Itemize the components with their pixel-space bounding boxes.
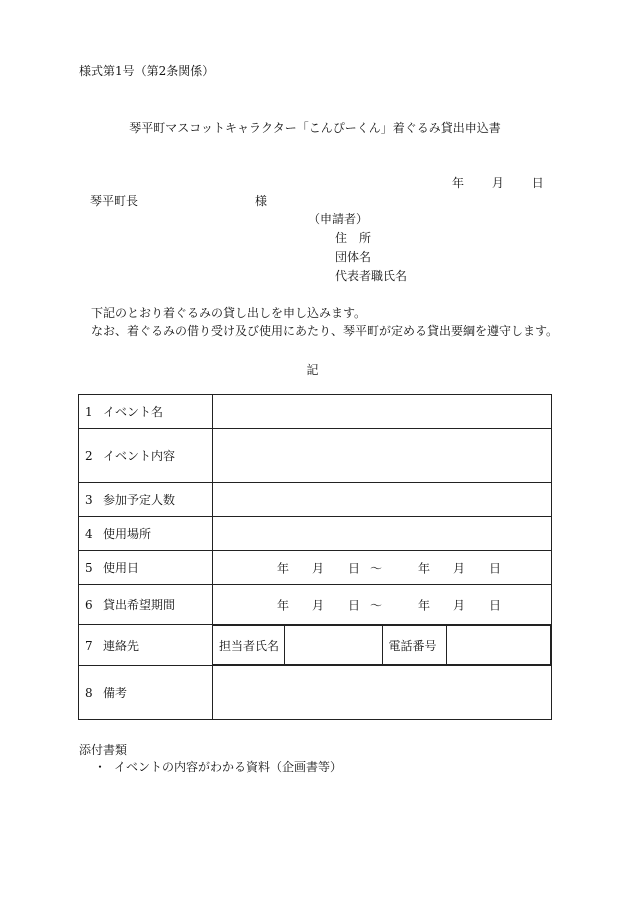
end-day: 日 xyxy=(489,561,502,575)
start-month: 月 xyxy=(312,598,325,612)
attachments-title: 添付書類 xyxy=(79,743,128,757)
start-day: 日 xyxy=(348,561,361,575)
addressee: 琴平町長 xyxy=(90,194,139,208)
table-row xyxy=(79,395,552,429)
range-tilde: 〜 xyxy=(370,598,383,612)
date-year: 年 xyxy=(452,176,465,190)
date-day: 日 xyxy=(531,176,544,190)
applicant-address-label: 住 所 xyxy=(335,231,372,245)
applicant-representative-label: 代表者職氏名 xyxy=(335,269,408,283)
form-number: 様式第1号（第2条関係） xyxy=(79,64,215,78)
end-day: 日 xyxy=(489,598,502,612)
row-label xyxy=(79,585,213,625)
contact-cell xyxy=(213,625,552,666)
start-year: 年 xyxy=(277,598,290,612)
applicant-label: （申請者） xyxy=(308,212,369,226)
contact-person-label: 担当者氏名 xyxy=(213,626,284,665)
row-label-text: 参加予定人数 xyxy=(103,493,176,507)
event-name-field[interactable] xyxy=(213,395,552,429)
body-text-line: なお、着ぐるみの借り受け及び使用にあたり、琴平町が定める貸出要綱を遵守します。 xyxy=(91,324,559,338)
row-number: 1 xyxy=(85,405,93,419)
remarks-field[interactable] xyxy=(213,666,552,720)
phone-number-label: 電話番号 xyxy=(382,626,446,665)
row-label xyxy=(79,483,213,517)
bullet-icon: ・ xyxy=(94,760,107,774)
end-month: 月 xyxy=(453,561,466,575)
usage-date-field[interactable] xyxy=(213,551,552,585)
row-label-text: 使用場所 xyxy=(103,527,152,541)
end-month: 月 xyxy=(453,598,466,612)
start-year: 年 xyxy=(277,561,290,575)
table-row xyxy=(79,625,552,666)
ki-heading: 記 xyxy=(306,363,319,377)
table-row xyxy=(79,551,552,585)
row-label-text: イベント内容 xyxy=(103,449,176,463)
row-label-text: 備考 xyxy=(103,686,128,700)
date-month: 月 xyxy=(491,176,504,190)
contact-person-field[interactable] xyxy=(284,626,382,665)
row-label xyxy=(79,625,213,666)
row-label-text: 使用日 xyxy=(103,561,140,575)
row-label-text: イベント名 xyxy=(103,405,164,419)
contact-subtable xyxy=(213,625,551,665)
row-number: 6 xyxy=(85,598,93,612)
end-year: 年 xyxy=(418,598,431,612)
row-number: 3 xyxy=(85,493,93,507)
row-number: 7 xyxy=(85,638,93,653)
table-row xyxy=(79,585,552,625)
participant-count-field[interactable] xyxy=(213,483,552,517)
body-text-line: 下記のとおり着ぐるみの貸し出しを申し込みます。 xyxy=(91,306,367,320)
application-date xyxy=(452,174,544,191)
application-table xyxy=(78,394,552,720)
row-label xyxy=(79,395,213,429)
range-tilde: 〜 xyxy=(370,561,383,575)
attachment-item-text: イベントの内容がわかる資料（企画書等） xyxy=(114,760,343,774)
table-row xyxy=(79,517,552,551)
start-day: 日 xyxy=(348,598,361,612)
row-label xyxy=(79,517,213,551)
row-number: 5 xyxy=(85,561,93,575)
table-row xyxy=(79,483,552,517)
phone-number-field[interactable] xyxy=(446,626,551,665)
row-number: 2 xyxy=(85,449,93,463)
row-label-text: 連絡先 xyxy=(103,638,140,653)
row-label xyxy=(79,666,213,720)
event-content-field[interactable] xyxy=(213,429,552,483)
applicant-organization-label: 団体名 xyxy=(335,250,372,264)
rental-period-field[interactable] xyxy=(213,585,552,625)
usage-location-field[interactable] xyxy=(213,517,552,551)
row-number: 4 xyxy=(85,527,93,541)
table-row xyxy=(79,429,552,483)
end-year: 年 xyxy=(418,561,431,575)
attachment-item xyxy=(94,758,342,775)
honorific: 様 xyxy=(255,194,268,208)
row-label xyxy=(79,551,213,585)
document-title: 琴平町マスコットキャラクター「こんぴーくん」着ぐるみ貸出申込書 xyxy=(129,121,501,135)
start-month: 月 xyxy=(312,561,325,575)
table-row xyxy=(79,666,552,720)
row-label xyxy=(79,429,213,483)
row-label-text: 貸出希望期間 xyxy=(103,598,176,612)
row-number: 8 xyxy=(85,686,93,700)
